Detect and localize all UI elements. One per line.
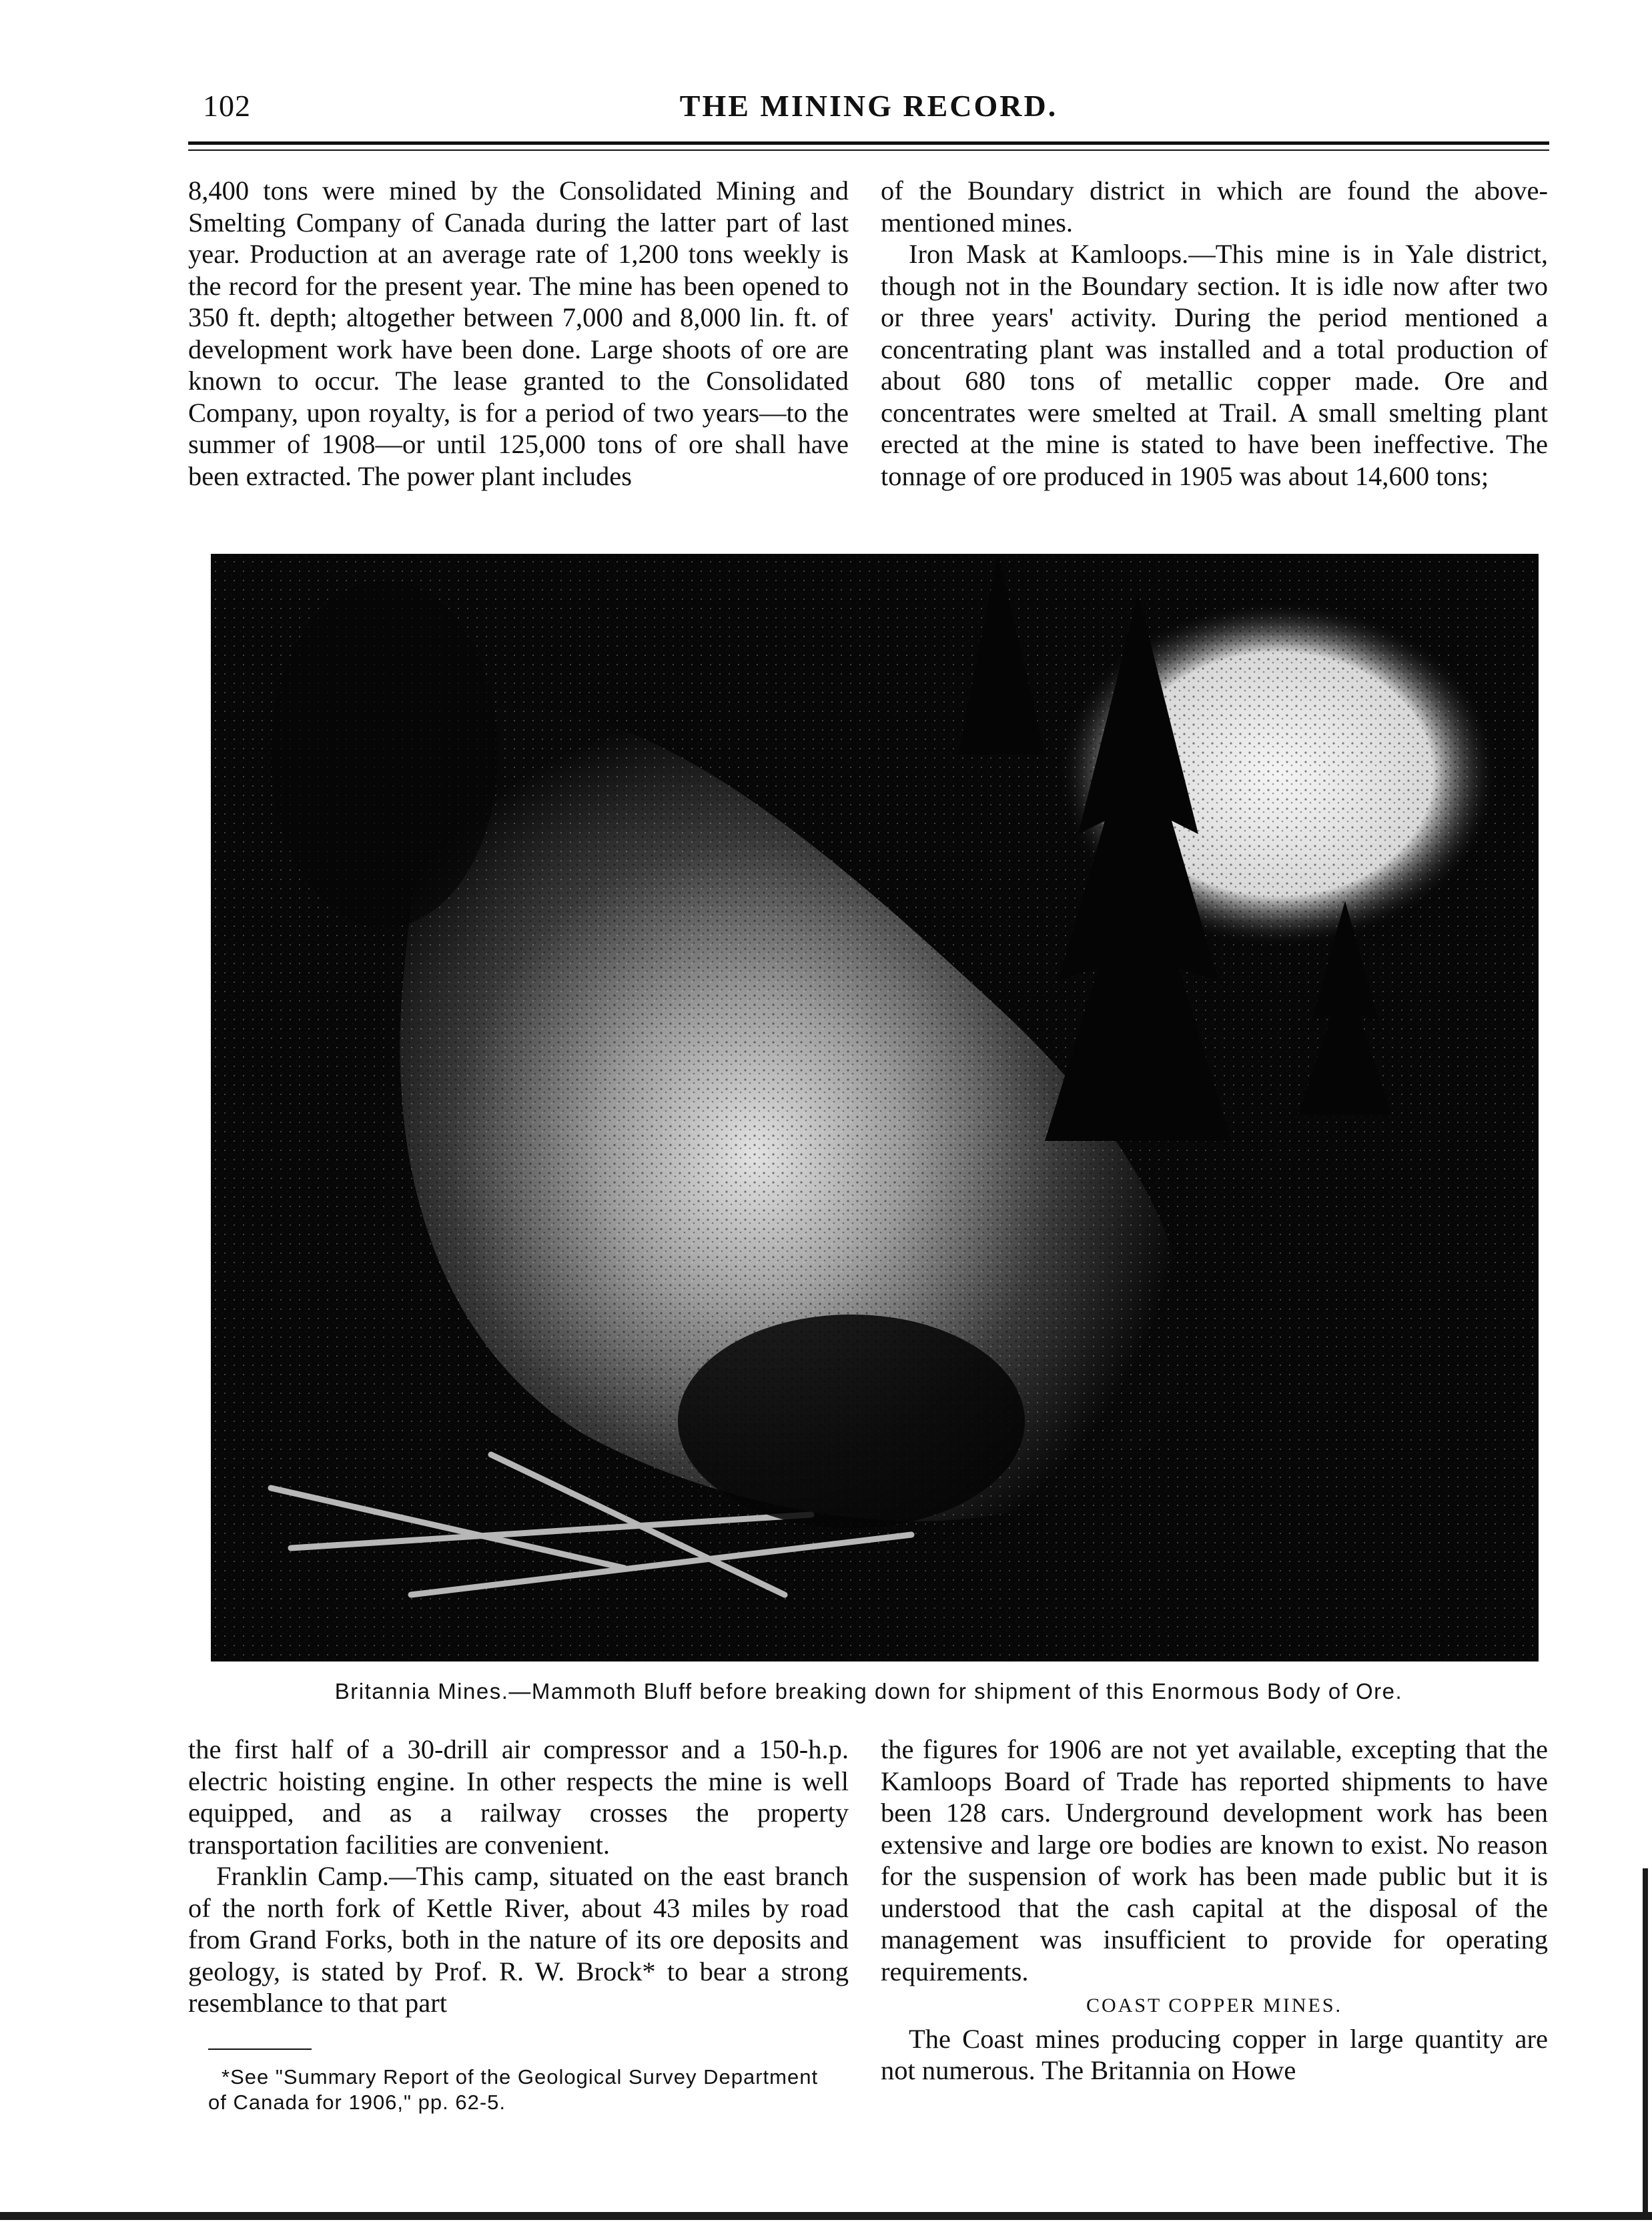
column-top-right: [881, 175, 1548, 492]
paragraph: of the Boundary district in which are found the above-mentioned mines.: [881, 175, 1548, 238]
paragraph: 8,400 tons were mined by the Consolidated Mining and Smelting Company of Canada during the latter part of last year. Production at an average rate of 1,200 tons weekly is the record for the present year. The mine has been opened to 350 ft. depth; altogether between 7,000 and 8,000 lin. ft. of development work have been done. Large shoots of ore are known to occur. The lease granted to the Consolidated Company, upon royalty, is for a period of two years—to the summer of 1908—or until 125,000 tons of ore shall have been extracted. The power plant includes: [188, 175, 849, 491]
photo-illustration: [211, 554, 1539, 1661]
paragraph: Iron Mask at Kamloops.—This mine is in Yale district, though not in the Boundary section. It is idle now after two or three years' activity. During the period mentioned a concentrating plant was installed and a total production of about 680 tons of metallic copper made. Ore and concentrates were smelted at Trail. A small smelting plant erected at the mine is stated to have been ineffective. The tonnage of ore produced in 1905 was about 14,600 tons;: [881, 239, 1548, 491]
column-bottom-right: [881, 1734, 1548, 2087]
section-subhead: COAST COPPER MINES.: [1086, 1994, 1343, 2016]
footnote: [208, 2065, 839, 2115]
page-number: 102: [203, 89, 251, 123]
mine-photograph: [211, 554, 1539, 1661]
header-rule-thick: [188, 141, 1549, 145]
header-rule-thin: [188, 149, 1549, 151]
photo-caption: Britannia Mines.—Mammoth Bluff before breaking down for shipment of this Enormous Body of Ore.: [334, 1679, 1403, 1704]
page-edge-rule-bottom: [0, 2212, 1652, 2220]
paragraph: The Coast mines producing copper in large quantity are not numerous. The Britannia on Howe: [881, 2023, 1548, 2085]
column-top-left: [188, 175, 849, 492]
footnote-rule: [208, 2049, 312, 2050]
column-bottom-left: [188, 1734, 849, 2019]
page-header: [188, 88, 1549, 135]
paragraph: the figures for 1906 are not yet available, excepting that the Kamloops Board of Trade has reported shipments to have been 128 cars. Underground development work has been extensive and large ore bodies are known to exist. No reason for the suspension of work has been made public but it is understood that the cash capital at the disposal of the management was insufficient to provide for operating requirements.: [881, 1734, 1548, 1986]
journal-title: THE MINING RECORD.: [679, 89, 1058, 123]
footnote-text: *See "Summary Report of the Geological Survey Department of Canada for 1906," pp. 62-5.: [208, 2065, 819, 2114]
paragraph: the first half of a 30-drill air compressor and a 150-h.p. electric hoisting engine. In other respects the mine is well equipped, and as a railway crosses the property transportation facilities are convenient.: [188, 1734, 849, 1860]
page-edge-rule-right: [1643, 1868, 1648, 2215]
paragraph: Franklin Camp.—This camp, situated on the east branch of the north fork of Kettle River, about 43 miles by road from Grand Forks, both in the nature of its ore deposits and geology, is stated by Prof. R. W. Brock* to bear a strong resemblance to that part: [188, 1861, 849, 2018]
